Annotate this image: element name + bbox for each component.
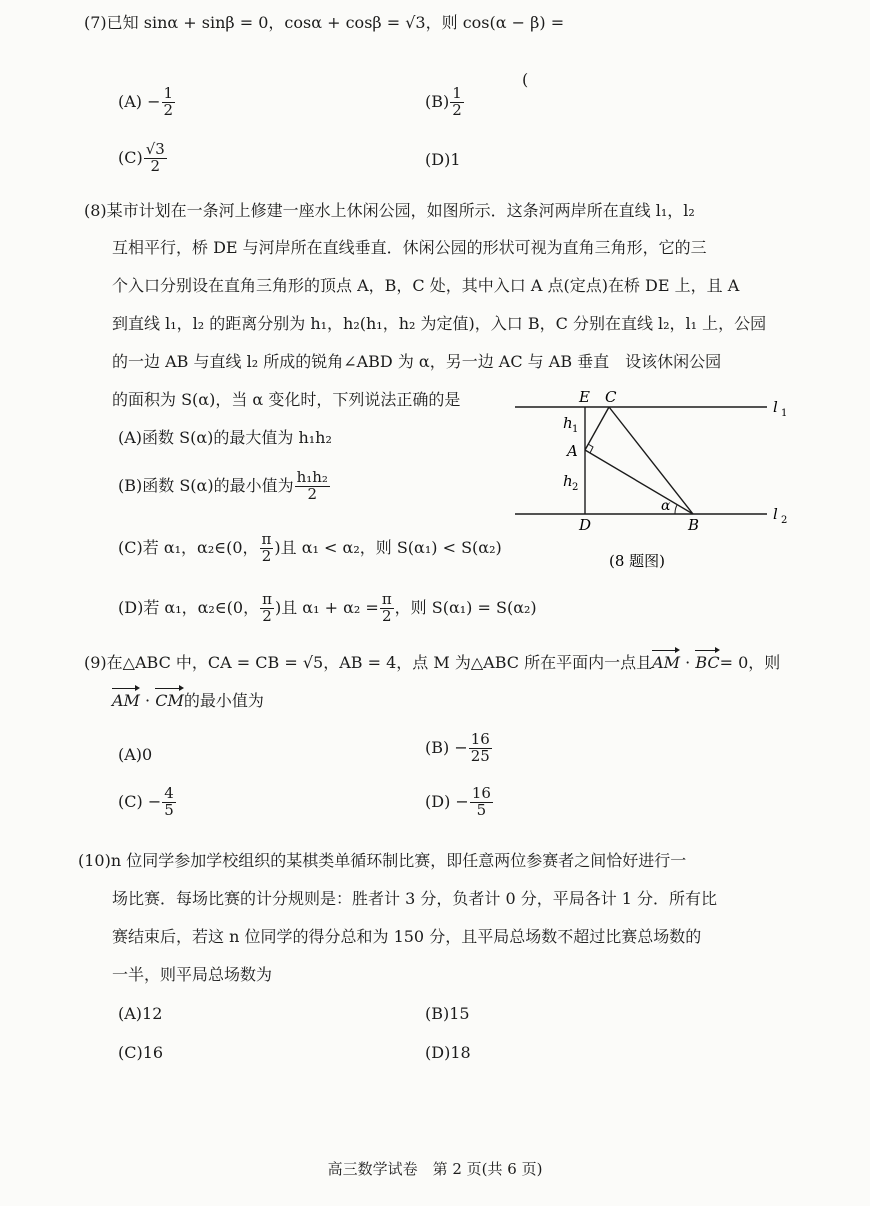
q10-option-b: (B)15: [425, 1004, 470, 1023]
q7-stem: (7)已知 sinα + sinβ = 0，cosα + cosβ = √3，则 cos(α − β) =: [84, 13, 565, 32]
vector-am: AM: [652, 653, 681, 672]
q10-option-a: (A)12: [118, 1004, 163, 1023]
q8-option-c: (C)若 α₁，α₂∈(0， $\frac{\pi}{2}$ )且 α₁ < α₂，则 S(α₁) < S(α₂): [118, 530, 502, 565]
q8-figure: [505, 382, 805, 582]
q9-option-a: (A)0: [118, 745, 153, 764]
label-h1: h: [563, 414, 573, 432]
q8-line-5: 的一边 AB 与直线 l₂ 所成的锐角∠ABD 为 α，另一边 AC 与 AB 垂直 设该休闲公园: [112, 352, 722, 371]
side-ab: [585, 450, 693, 514]
q7-paren: (: [522, 70, 529, 89]
q8-option-a: (A)函数 S(α)的最大值为 h₁h₂: [118, 428, 332, 447]
label-h2-sub: 2: [572, 482, 579, 493]
q9-line-1: (9)在△ABC 中，CA = CB = √5，AB = 4，点 M 为△ABC 所在平面内一点且AM · BC= 0，则: [84, 653, 781, 672]
q10-line-3: 赛结束后，若这 n 位同学的得分总和为 150 分，且平局总场数不超过比赛总场数的: [112, 927, 702, 946]
label-l2: l: [773, 505, 778, 523]
q10-line-4: 一半，则平局总场数为: [112, 965, 273, 984]
vector-am-2: AM: [112, 691, 140, 710]
label-alpha: α: [661, 498, 671, 514]
q8-line-1: (8)某市计划在一条河上修建一座水上休闲公园，如图所示．这条河两岸所在直线 l₁，l₂: [84, 201, 695, 220]
q7-option-d: (D)1: [425, 150, 461, 169]
label-l2-sub: 2: [781, 515, 788, 526]
q9-option-c: (C) − $\frac{4}{5}$: [118, 784, 174, 819]
q10-option-c: (C)16: [118, 1043, 164, 1062]
label-a: A: [567, 442, 578, 460]
label-l1-sub: 1: [781, 408, 788, 419]
label-e: E: [579, 388, 590, 406]
label-h1-sub: 1: [572, 424, 579, 435]
q7-option-a: (A) − $\frac{1}{2}$: [118, 84, 174, 119]
label-l1: l: [773, 398, 778, 416]
q7-option-b: (B) $\frac{1}{2}$: [425, 84, 462, 119]
q7-option-c: (C) $\frac{√3}{2}$: [118, 140, 165, 175]
q8-line-2: 互相平行，桥 DE 与河岸所在直线垂直．休闲公园的形状可视为直角三角形，它的三: [112, 238, 707, 257]
q9-line-2: AM · CM的最小值为: [112, 691, 264, 710]
figure-caption: (8 题图): [609, 552, 666, 570]
side-ac: [585, 407, 609, 450]
q9-option-d: (D) − $\frac{16}{5}$: [425, 784, 491, 819]
q8-line-3: 个入口分别设在直角三角形的顶点 A，B，C 处，其中入口 A 点(定点)在桥 DE 上，且 A: [112, 276, 740, 295]
q8-option-b: (B)函数 S(α)的最小值为 $\frac{\text{h₁h₂}}{2}$: [118, 468, 328, 503]
page-footer: 高三数学试卷 第 2 页(共 6 页): [327, 1160, 543, 1178]
q10-line-1: (10)n 位同学参加学校组织的某棋类单循环制比赛，即任意两位参赛者之间恰好进行一: [78, 851, 687, 870]
label-b: B: [688, 516, 700, 534]
q8-line-6: 的面积为 S(α)，当 α 变化时，下列说法正确的是: [112, 390, 461, 409]
vector-bc: BC: [695, 653, 720, 672]
q8-option-d: (D)若 α₁，α₂∈(0， $\frac{\pi}{2}$ )且 α₁ + α₂ = $\frac{\pi}{2}$ ，则 S(α₁) = S(α₂): [118, 590, 537, 625]
q10-line-2: 场比赛．每场比赛的计分规则是：胜者计 3 分，负者计 0 分，平局各计 1 分．所有比: [112, 889, 718, 908]
q9-option-b: (B) − $\frac{16}{25}$: [425, 730, 490, 765]
q8-line-4: 到直线 l₁，l₂ 的距离分别为 h₁，h₂(h₁，h₂ 为定值)，入口 B，C 分别在直线 l₂，l₁ 上，公园: [112, 314, 767, 333]
angle-alpha-arc: [675, 505, 677, 514]
vector-cm: CM: [155, 691, 184, 710]
label-h2: h: [563, 472, 573, 490]
q10-option-d: (D)18: [425, 1043, 471, 1062]
side-cb: [609, 407, 693, 514]
label-c: C: [605, 388, 617, 406]
label-d: D: [579, 516, 592, 534]
